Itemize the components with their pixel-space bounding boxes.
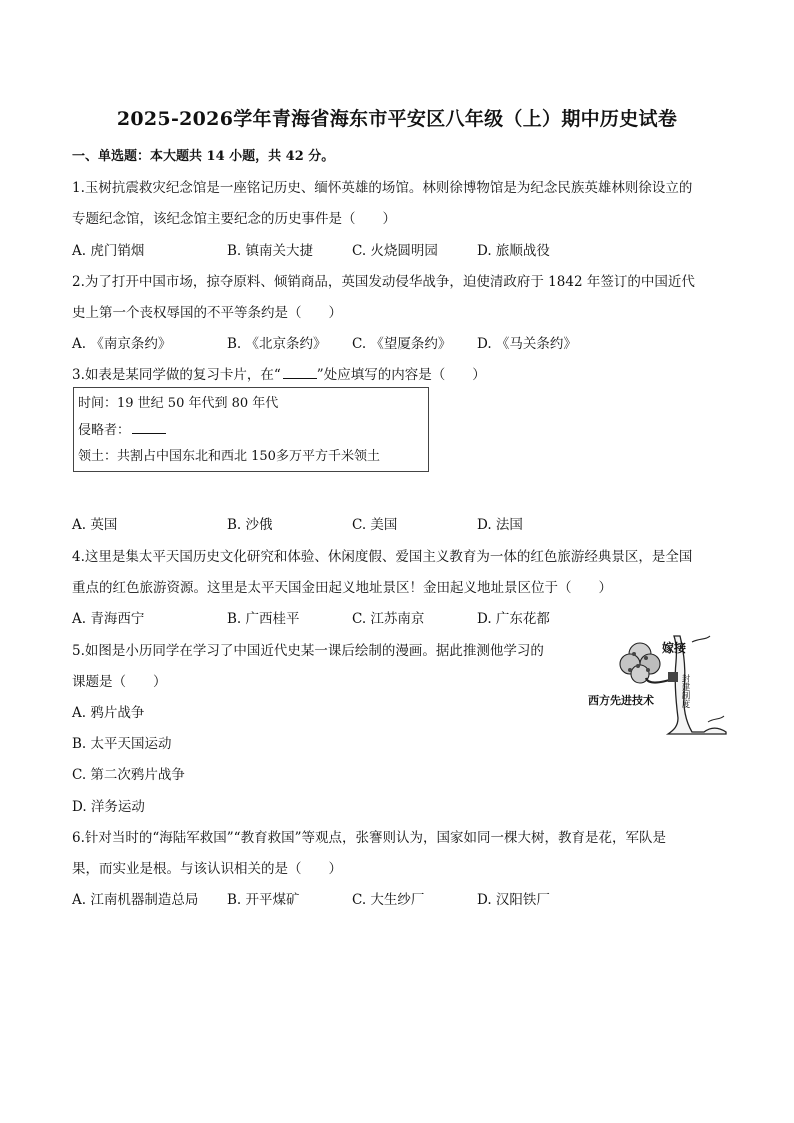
q5-option-c: C. 第二次鸦片战争 bbox=[72, 767, 185, 783]
card-time: 时间：19 世纪 50 年代到 80 年代 bbox=[78, 396, 279, 411]
card-invader-blank bbox=[132, 421, 166, 434]
q4-option-d: D. 广东花都 bbox=[477, 611, 550, 627]
q3-option-a: A. 英国 bbox=[72, 517, 118, 533]
review-card bbox=[73, 387, 429, 472]
q3-option-b: B. 沙俄 bbox=[227, 517, 273, 533]
q4-text-line1: 4.这里是集太平天国历史文化研究和体验、休闲度假、爱国主义教育为一体的红色旅游经典景区，是全国 bbox=[72, 549, 693, 565]
flower-cluster-icon bbox=[620, 643, 660, 683]
q2-text-line2: 史上第一个丧权辱国的不平等条约是（ ） bbox=[72, 305, 342, 321]
grafting-comic-illustration bbox=[588, 632, 728, 738]
q3-text-line1 bbox=[72, 363, 486, 383]
q1-option-a: A. 虎门销烟 bbox=[72, 243, 145, 259]
q6-text-line2: 果，而实业是根。与该认识相关的是（ ） bbox=[72, 861, 342, 877]
card-territory: 领土：共割占中国东北和西北 150多万平方千米领土 bbox=[78, 449, 380, 464]
card-invader: 侵略者： bbox=[78, 423, 131, 438]
q6-text-line1: 6.针对当时的“海陆军救国”“教育救国”等观点，张謇则认为，国家如同一棵大树，教育是花，军队是 bbox=[72, 830, 666, 846]
q4-option-a: A. 青海西宁 bbox=[72, 611, 145, 627]
q3-blank bbox=[283, 366, 317, 379]
q1-option-c: C. 火烧圆明园 bbox=[352, 243, 438, 259]
q3-option-c: C. 美国 bbox=[352, 517, 398, 533]
q6-option-b: B. 开平煤矿 bbox=[227, 892, 300, 908]
graft-tie-icon bbox=[668, 672, 678, 682]
q5-option-d: D. 洋务运动 bbox=[72, 799, 145, 815]
card-invader-row bbox=[78, 419, 166, 438]
comic-western-label: 西方先进技术 bbox=[588, 694, 654, 707]
comic-trunk-label: 封建制度 bbox=[680, 674, 690, 708]
exam-title: 2025-2026学年青海省海东市平安区八年级（上）期中历史试卷 bbox=[116, 108, 678, 130]
branch-icon bbox=[692, 636, 710, 642]
q2-option-c: C. 《望厦条约》 bbox=[352, 336, 452, 352]
root-icon bbox=[708, 716, 724, 722]
q2-text-line1: 2.为了打开中国市场，掠夺原料、倾销商品，英国发动侵华战争，迫使清政府于 1842 年签订的中国近代 bbox=[72, 274, 695, 290]
q1-option-b: B. 镇南关大捷 bbox=[227, 243, 314, 259]
q4-option-b: B. 广西桂平 bbox=[227, 611, 300, 627]
q3-text-pre: 3.如表是某同学做的复习卡片，在“ bbox=[72, 367, 281, 383]
q6-option-d: D. 汉阳铁厂 bbox=[477, 892, 550, 908]
q2-option-d: D. 《马关条约》 bbox=[477, 336, 577, 352]
q6-option-c: C. 大生纱厂 bbox=[352, 892, 425, 908]
q3-text-post: ”处应填写的内容是（ ） bbox=[316, 367, 486, 383]
q5-text-line2: 课题是（ ） bbox=[72, 674, 167, 690]
q1-text-line2: 专题纪念馆，该纪念馆主要纪念的历史事件是（ ） bbox=[72, 211, 396, 227]
q2-option-a: A. 《南京条约》 bbox=[72, 336, 172, 352]
q1-option-d: D. 旅顺战役 bbox=[477, 243, 550, 259]
q2-option-b: B. 《北京条约》 bbox=[227, 336, 327, 352]
section-heading: 一、单选题：本大题共 14 小题，共 42 分。 bbox=[72, 149, 335, 164]
q3-option-d: D. 法国 bbox=[477, 517, 523, 533]
q4-option-c: C. 江苏南京 bbox=[352, 611, 425, 627]
q5-text-line1: 5.如图是小历同学在学习了中国近代史某一课后绘制的漫画。据此推测他学习的 bbox=[72, 643, 544, 659]
comic-graft-label: 嫁接 bbox=[662, 641, 687, 655]
q5-option-b: B. 太平天国运动 bbox=[72, 736, 172, 752]
q5-option-a: A. 鸦片战争 bbox=[72, 705, 145, 721]
q1-text-line1: 1.玉树抗震救灾纪念馆是一座铭记历史、缅怀英雄的场馆。林则徐博物馆是为纪念民族英雄林则徐设立的 bbox=[72, 180, 693, 196]
q4-text-line2: 重点的红色旅游资源。这里是太平天国金田起义地址景区！金田起义地址景区位于（ ） bbox=[72, 580, 612, 596]
q6-option-a: A. 江南机器制造总局 bbox=[72, 892, 199, 908]
